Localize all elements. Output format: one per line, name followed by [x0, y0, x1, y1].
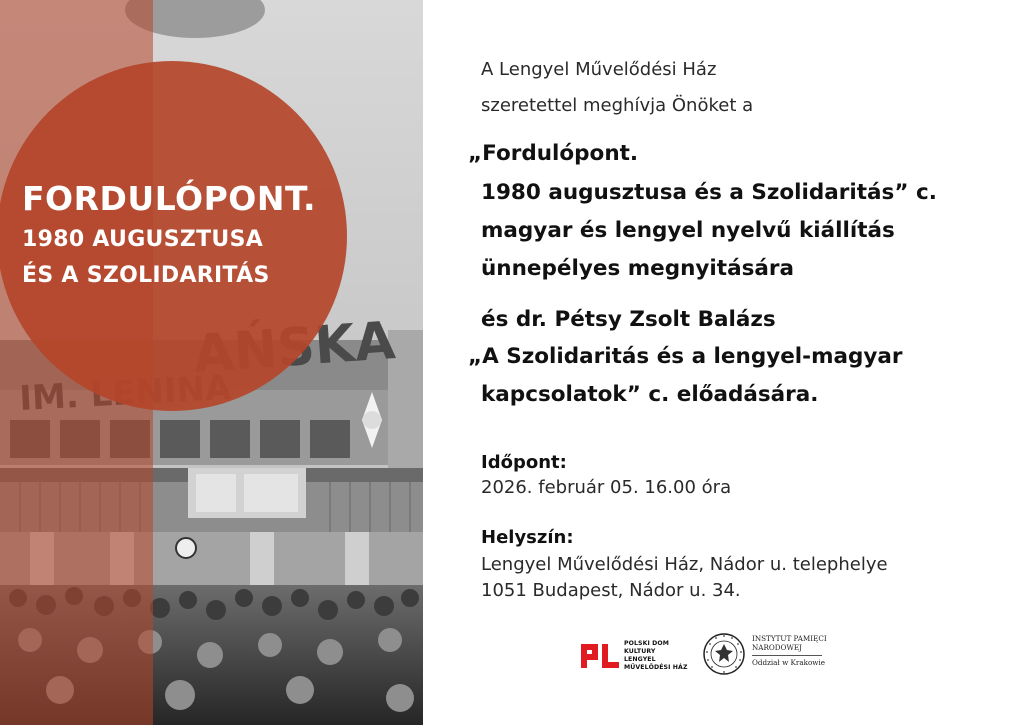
lecture-line-3: kapcsolatok” c. előadására.: [481, 382, 819, 407]
ipn-logo: [702, 630, 842, 680]
ipn-seal-icon: [702, 632, 746, 676]
place-label: Helyszín:: [481, 527, 574, 548]
ipn-line-1: INSTYTUT PAMIĘCI: [752, 634, 827, 643]
circle-title-line-2: 1980 AUGUSZTUSA: [22, 227, 264, 252]
lecture-line-1: és dr. Pétsy Zsolt Balázs: [481, 307, 776, 332]
pdk-line-3: LENGYEL: [624, 656, 656, 663]
ipn-line-2: NARODOWEJ: [752, 643, 802, 652]
circle-title-line-3: ÉS A SZOLIDARITÁS: [22, 263, 270, 288]
circle-title-line-1: FORDULÓPONT.: [22, 179, 316, 218]
pdk-logo-icon: [581, 644, 619, 668]
ipn-divider: [752, 655, 822, 656]
poster-circle-title: [22, 176, 382, 294]
time-label: Időpont:: [481, 452, 567, 473]
exhibit-title-line-3: magyar és lengyel nyelvű kiállítás: [481, 218, 895, 243]
exhibit-title-line-2: 1980 augusztusa és a Szolidaritás” c.: [481, 180, 937, 205]
intro-line-1: A Lengyel Művelődési Ház: [481, 59, 717, 80]
ipn-line-3: Oddział w Krakowie: [752, 658, 825, 667]
intro-line-2: szeretettel meghívja Önöket a: [481, 95, 754, 116]
polski-dom-kultury-logo: [581, 640, 701, 676]
lecture-line-2: „A Szolidaritás és a lengyel-magyar: [468, 344, 903, 369]
poster-photo-panel: [0, 0, 423, 725]
place-line-2: 1051 Budapest, Nádor u. 34.: [481, 580, 741, 601]
exhibit-title-line-1: „Fordulópont.: [468, 141, 639, 166]
pdk-line-1: POLSKI DOM: [624, 640, 669, 647]
pdk-line-2: KULTURY: [624, 648, 656, 655]
archival-photo: [0, 0, 423, 725]
pdk-line-4: MŰVELŐDÉSI HÁZ: [624, 664, 688, 671]
exhibit-title-line-4: ünnepélyes megnyitására: [481, 256, 794, 281]
time-value: 2026. február 05. 16.00 óra: [481, 477, 732, 498]
place-line-1: Lengyel Művelődési Ház, Nádor u. telephelye: [481, 554, 888, 575]
